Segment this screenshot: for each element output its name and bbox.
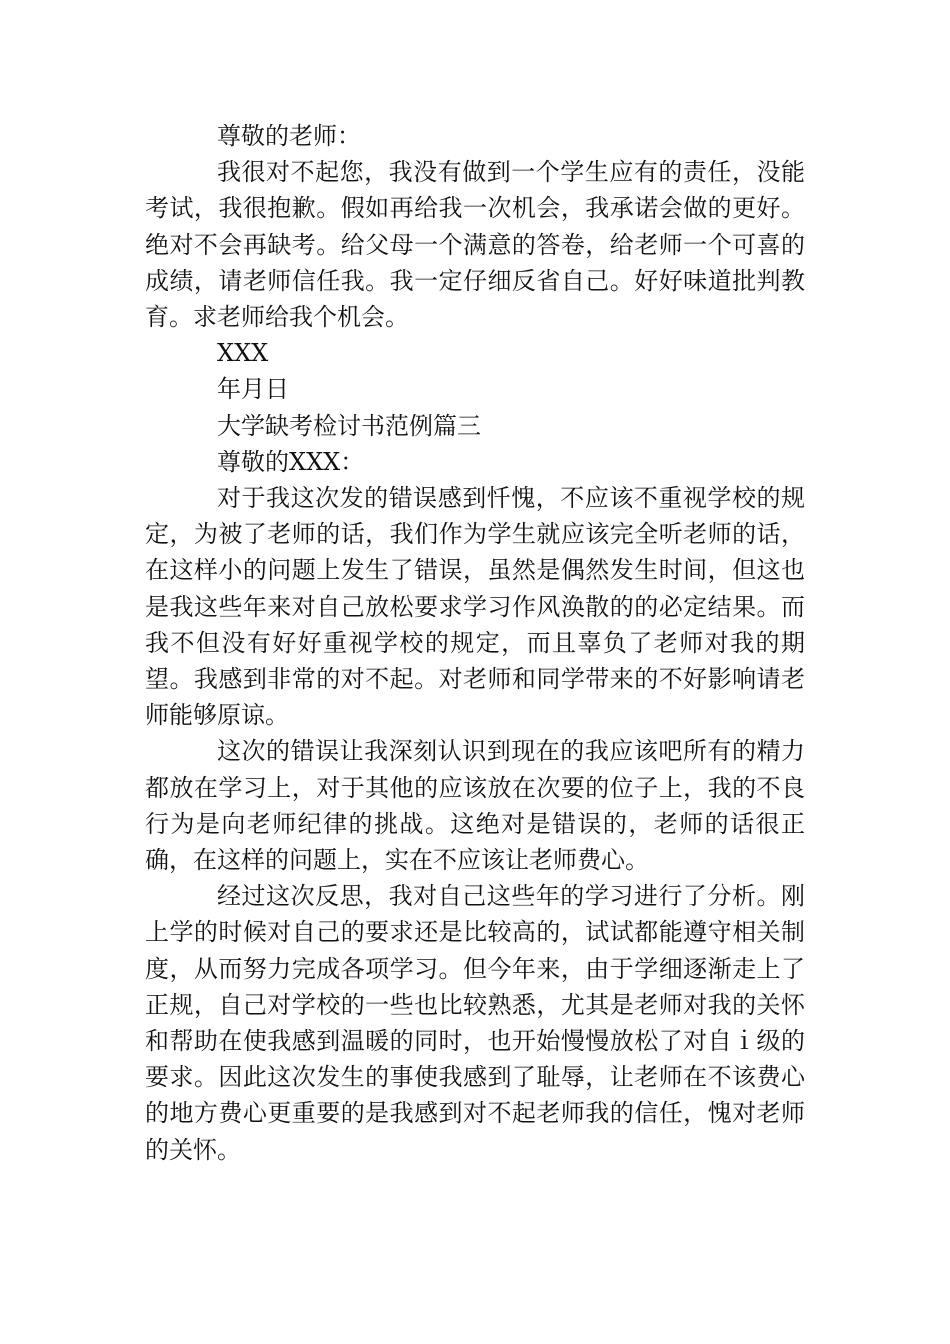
body-paragraph-1: 对于我这次发的错误感到忏愧，不应该不重视学校的规定，为被了老师的话，我们作为学生就应该完全听老师的话，在这样小的问题上发生了错误，虽然是偶然发生时间，但这也是我这些年来对自己放松要求学习作风涣散的的必定结果。而我不但没有好好重视学校的规定，而且辜负了老师对我的期望。我感到非常的对不起。对老师和同学带来的不好影响请老师能够原谅。 [145, 484, 805, 730]
date-line: 年月日 [217, 375, 289, 404]
apology-paragraph: 我很对不起您，我没有做到一个学生应有的责任，没能考试，我很抱歉。假如再给我一次机会，我承诺会做的更好。绝对不会再缺考。给父母一个满意的答卷，给老师一个可喜的成绩，请老师信任我。我一定仔细反省自己。好好味道批判教育。求老师给我个机会。 [145, 158, 805, 332]
document-body [145, 118, 805, 1168]
greeting-teacher: 尊敬的老师： [217, 122, 361, 150]
signature: XXX [217, 339, 269, 368]
greeting-xxx: 尊敬的XXX： [217, 447, 365, 476]
section-title: 大学缺考检讨书范例篇三 [217, 411, 481, 440]
body-paragraph-3: 经过这次反思，我对自己这些年的学习进行了分析。刚上学的时候对自己的要求还是比较高的，试试都能遵守相关制度，从而努力完成各项学习。但今年来，由于学细逐渐走上了正规，自己对学校的一些也比较熟悉，尤其是老师对我的关怀和帮助在使我感到温暖的同时，也开始慢慢放松了对自ｉ级的要求。因此这次发生的事使我感到了耻辱，让老师在不该费心的地方费心更重要的是我感到对不起老师我的信任，愧对老师的关怀。 [145, 882, 805, 1164]
body-paragraph-2: 这次的错误让我深刻认识到现在的我应该吧所有的精力都放在学习上，对于其他的应该放在次要的位子上，我的不良行为是向老师纪律的挑战。这绝对是错误的，老师的话很正确，在这样的问题上，实在不应该让老师费心。 [145, 737, 805, 875]
